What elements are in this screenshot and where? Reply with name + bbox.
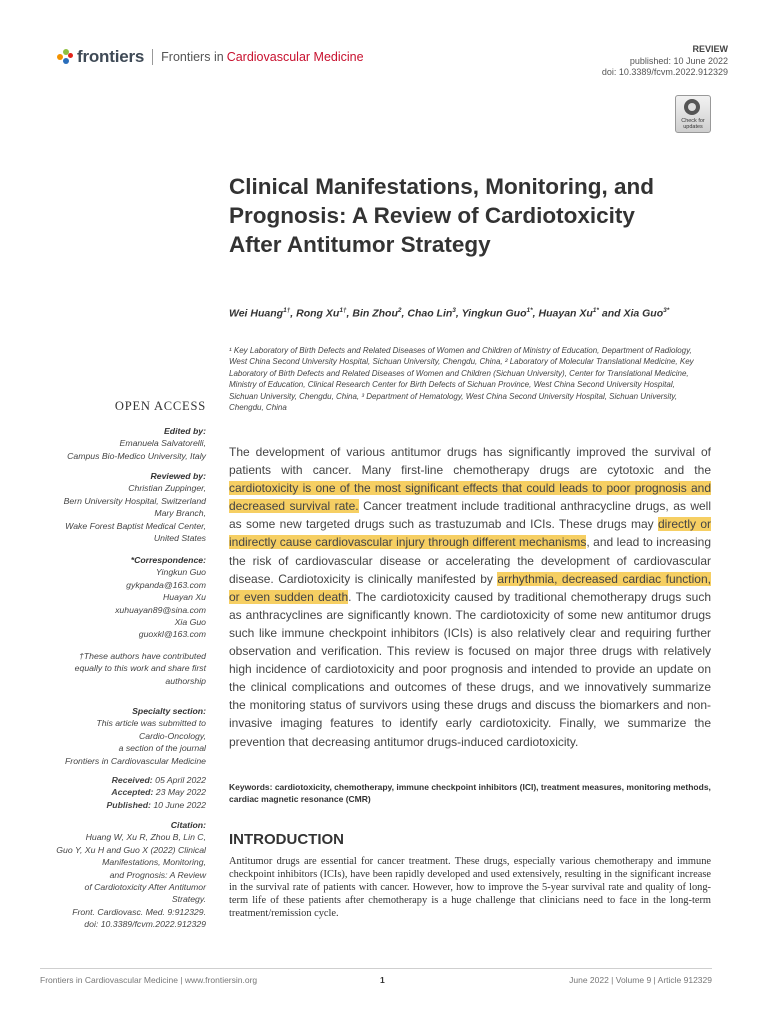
update-check-icon bbox=[684, 99, 700, 115]
badge-line-1: Check for bbox=[681, 118, 705, 124]
frontiers-logo-icon bbox=[57, 49, 73, 65]
citation-label: Citation: bbox=[170, 820, 206, 830]
abstract-text: , and lead to increasing the risk of cardiovascular disease or accelerating the development of cardiovascular disease. Cardiotoxicity is clinically manifested by bbox=[229, 535, 711, 586]
author-list: Wei Huang$^{1\dagger}$, Rong $Xu^{1\dagger}$, Bin Zhou$^2$, Chao Lin$^3$, Yingkun Guo$^{1*}$, Huayan $Xu^{1*}$ and Xia Guo$^{3*}$ bbox=[229, 307, 670, 320]
author-name[interactable]: Wei Huang bbox=[229, 307, 284, 320]
keywords: Keywords: cardiotoxicity, chemotherapy, immune checkpoint inhibitors (ICI), treatment measures, monitoring methods, cardiac magnetic resonance (CMR) bbox=[229, 782, 711, 804]
citation-line: and Prognosis: A Review bbox=[109, 869, 206, 880]
footer-journal-link[interactable]: Frontiers in Cardiovascular Medicine | www.frontiersin.org bbox=[40, 975, 258, 985]
highlighted-text[interactable]: directly or indirectly cause cardiovascular injury through different mechanisms bbox=[229, 517, 711, 550]
author-affil-mark: 1* bbox=[526, 307, 533, 314]
correspondence-line: Yingkun Guo bbox=[155, 567, 206, 578]
specialty-line: Frontiers in Cardiovascular Medicine bbox=[65, 755, 206, 766]
correspondence-email[interactable]: xuhuayan89@sina.com bbox=[115, 604, 206, 615]
author-affil-mark: 2 bbox=[397, 307, 402, 314]
edited-by-block bbox=[30, 425, 206, 462]
editor-line[interactable]: Emanuela Salvatorelli, bbox=[119, 438, 206, 449]
introduction-text: Antitumor drugs are essential for cancer treatment. These drugs, especially various chemotherapy and immune checkpoint inhibitors (ICIs), have been rapidly developed and used extensively, resulting in the significant increase in the survival rate of patients with cancer. However, how to improve the 5-year survival rate and quality of long-term life of these patients after chemotherapy is a huge challenge that clinicians need to face in the long-term treatment/remission cycle. bbox=[229, 856, 711, 919]
footer-divider bbox=[40, 968, 712, 969]
editor-line: Campus Bio-Medico University, Italy bbox=[67, 450, 206, 461]
reviewer-line: Bern University Hospital, Switzerland bbox=[63, 495, 206, 506]
badge-line-2: updates bbox=[683, 124, 703, 130]
article-type: REVIEW bbox=[692, 44, 728, 54]
citation-block bbox=[30, 819, 206, 931]
citation-line: of Cardiotoxicity After Antitumor bbox=[84, 882, 206, 893]
received-date: 05 April 2022 bbox=[155, 775, 206, 785]
abstract bbox=[229, 443, 711, 751]
reviewer-line[interactable]: Mary Branch, bbox=[154, 508, 206, 519]
reviewer-line: Wake Forest Baptist Medical Center, bbox=[65, 520, 206, 531]
article-doi[interactable]: doi: 10.3389/fcvm.2022.912329 bbox=[601, 67, 728, 77]
article-title: Clinical Manifestations, Monitoring, and Prognosis: A Review of Cardiotoxicity After Antitumor Strategy bbox=[229, 174, 655, 257]
reviewer-line: United States bbox=[153, 533, 206, 544]
citation-line: Front. Cardiovasc. Med. 9:912329. bbox=[72, 906, 206, 917]
reviewer-line[interactable]: Christian Zuppinger, bbox=[128, 483, 206, 494]
journal-name[interactable]: Cardiovascular Medicine bbox=[226, 50, 364, 64]
brand-name[interactable]: frontiers bbox=[77, 47, 145, 66]
dates-block bbox=[30, 774, 206, 811]
published-sidebar-date: 10 June 2022 bbox=[153, 799, 206, 810]
accepted-date: 23 May 2022 bbox=[155, 787, 206, 798]
published-date: published: 10 June 2022 bbox=[629, 55, 728, 66]
correspondence-line: Xia Guo bbox=[174, 617, 206, 628]
note-line: †These authors have contributed bbox=[78, 651, 206, 661]
citation-doi[interactable]: doi: 10.3389/fcvm.2022.912329 bbox=[84, 919, 206, 930]
received-label: Received: bbox=[111, 775, 153, 785]
accepted-label: Accepted: bbox=[111, 787, 154, 798]
correspondence-email[interactable]: gykpanda@163.com bbox=[126, 579, 206, 590]
specialty-line: a section of the journal bbox=[118, 743, 206, 754]
specialty-label: Specialty section: bbox=[132, 706, 206, 716]
open-access-label: OPEN ACCESS bbox=[114, 399, 206, 413]
citation-line: Strategy. bbox=[171, 894, 206, 905]
correspondence-email[interactable]: guoxkl@163.com bbox=[138, 629, 206, 640]
journal-prefix: Frontiers in bbox=[161, 50, 224, 64]
author-affil-mark: 1* bbox=[592, 307, 599, 314]
abstract-text: Cancer treatment include traditional anthracycline drugs, as well as some new targeted drugs such as trastuzumab and ICIs. These drugs may bbox=[229, 499, 711, 532]
highlighted-text[interactable]: arrhythmia, decreased cardiac function, or even sudden death bbox=[229, 571, 711, 604]
reviewed-by-label: Reviewed by: bbox=[150, 471, 206, 481]
correspondence-block bbox=[30, 554, 206, 641]
specialty-section-block bbox=[30, 705, 206, 767]
abstract-text: . The cardiotoxicity caused by traditional chemotherapy drugs such as anthracyclines are significantly known. The cardiotoxicity of some new antitumor drugs such like immune checkpoint inhibitors (ICIs) is also relatively clear and requiring further observation and verification. This review is focused on major three drugs with relatively high incidence of cardiotoxicity and poor prognosis and intended to provide an update on the clinical complications and outcomes of these drugs, and we innovatively summarize the monitoring status of survivors using these drugs and discuss the biomarkers and non-invasive imaging features to identify early cardiotoxicity. Finally, we summarize the prevention that decreasing antitumor drugs-induced cardiotoxicity. bbox=[229, 589, 711, 749]
author-name[interactable]: Rong Xu bbox=[296, 307, 340, 320]
author-name[interactable]: Yingkun Guo bbox=[461, 307, 527, 320]
author-affil-mark: 3* bbox=[663, 307, 670, 314]
specialty-line: Cardio-Oncology, bbox=[139, 730, 206, 741]
edited-by-label: Edited by: bbox=[164, 426, 206, 436]
note-line: authorship bbox=[165, 675, 206, 686]
abstract-text: The development of various antitumor drugs has significantly improved the survival of patients with cancer. Many first-line chemotherapy drugs are cytotoxic and the bbox=[229, 445, 711, 478]
citation-line: Huang W, Xu R, Zhou B, Lin C, bbox=[85, 832, 206, 843]
correspondence-line: Huayan Xu bbox=[163, 592, 206, 603]
published-label: Published: bbox=[106, 799, 151, 810]
equal-contribution-note bbox=[30, 650, 206, 687]
correspondence-label: *Correspondence: bbox=[130, 555, 206, 565]
author-affil-mark: 1† bbox=[339, 307, 347, 314]
footer-issue-info: June 2022 | Volume 9 | Article 912329 bbox=[569, 975, 712, 985]
highlighted-text[interactable]: cardiotoxicity is one of the most significant effects that could leads to poor prognosis and decreased survival rate. bbox=[229, 481, 711, 514]
affiliations: ¹ Key Laboratory of Birth Defects and Related Diseases of Women and Children of Ministry of Education, Department of Radiology, West China Second University Hospital, Sichuan University, Chengdu, China, ² Laboratory of Molecular Translational Medicine, Key Laboratory of Birth Defects and Related Diseases of Women and Children (Sichuan University), Center for Translational Medicine, Ministry of Education, Clinical Research Center for Birth Defects of Sichuan Province, West China Second University Hospital, Sichuan University, Chengdu, China, ³ Department of Hematology, West China Second University Hospital, Sichuan University, Chengdu, China bbox=[229, 346, 694, 413]
author-name[interactable]: Xia Guo bbox=[623, 307, 664, 320]
reviewed-by-block bbox=[30, 470, 206, 544]
citation-line: Manifestations, Monitoring, bbox=[102, 857, 206, 868]
note-line: equally to this work and share first bbox=[74, 663, 206, 674]
brand-divider bbox=[152, 49, 153, 65]
article-meta bbox=[602, 44, 728, 79]
page-number: 1 bbox=[380, 975, 385, 985]
introduction-heading: INTRODUCTION bbox=[229, 831, 344, 848]
author-name[interactable]: Chao Lin bbox=[407, 307, 453, 320]
journal-brand bbox=[57, 44, 364, 70]
author-name[interactable]: Huayan Xu bbox=[538, 307, 593, 320]
citation-line: Guo Y, Xu H and Guo X (2022) Clinical bbox=[56, 844, 206, 855]
specialty-line: This article was submitted to bbox=[96, 718, 206, 729]
author-affil-mark: 3 bbox=[452, 307, 456, 314]
check-for-updates-badge[interactable] bbox=[675, 95, 711, 133]
author-name[interactable]: Bin Zhou bbox=[352, 307, 398, 320]
author-affil-mark: 1† bbox=[283, 307, 291, 314]
